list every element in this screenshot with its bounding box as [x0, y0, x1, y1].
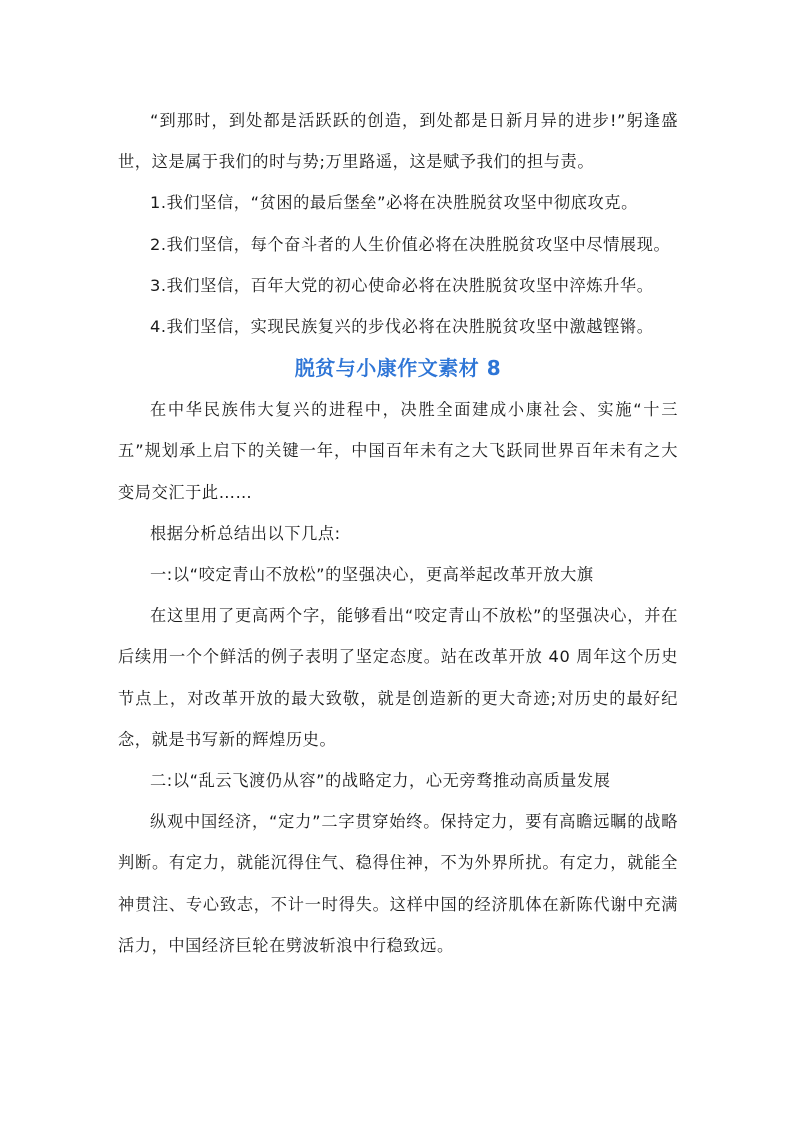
point-two-heading: 二:以“乱云飞渡仍从容”的战略定力，心无旁骛推动高质量发展 [150, 771, 611, 791]
paragraph-context: 在中华民族伟大复兴的进程中，决胜全面建成小康社会、实施“十三五”规划承上启下的关键一年，中国百年未有之大飞跃同世界百年未有之大变局交汇于此…… [118, 400, 678, 502]
paragraph-summary-intro: 根据分析总结出以下几点: [150, 523, 341, 543]
point-one-heading: 一:以“咬定青山不放松”的坚强决心，更高举起改革开放大旗 [150, 565, 594, 585]
belief-item-3: 3.我们坚信，百年大党的初心使命必将在决胜脱贫攻坚中淬炼升华。 [150, 275, 654, 295]
belief-item-2: 2.我们坚信，每个奋斗者的人生价值必将在决胜脱贫攻坚中尽情展现。 [150, 234, 671, 254]
document-page [118, 100, 678, 966]
belief-item-4: 4.我们坚信，实现民族复兴的步伐必将在决胜脱贫攻坚中激越铿锵。 [150, 317, 654, 337]
belief-item-1: 1.我们坚信，“贫困的最后堡垒”必将在决胜脱贫攻坚中彻底攻克。 [150, 193, 638, 213]
section-title: 脱贫与小康作文素材 8 [294, 356, 502, 381]
paragraph-closing-quote: “到那时，到处都是活跃跃的创造，到处都是日新月异的进步!”躬逢盛世，这是属于我们的时与势;万里路遥，这是赋予我们的担与责。 [118, 111, 678, 172]
point-one-body: 在这里用了更高两个字，能够看出“咬定青山不放松”的坚强决心，并在后续用一个个鲜活的例子表明了坚定态度。站在改革开放 40 周年这个历史节点上，对改革开放的最大致敬，就是创造新的更大奇迹;对历史的最好纪念，就是书写新的辉煌历史。 [118, 606, 678, 749]
point-two-body: 纵观中国经济，“定力”二字贯穿始终。保持定力，要有高瞻远瞩的战略判断。有定力，就能沉得住气、稳得住神，不为外界所扰。有定力，就能全神贯注、专心致志，不计一时得失。这样中国的经济肌体在新陈代谢中充满活力，中国经济巨轮在劈波斩浪中行稳致远。 [118, 812, 678, 955]
